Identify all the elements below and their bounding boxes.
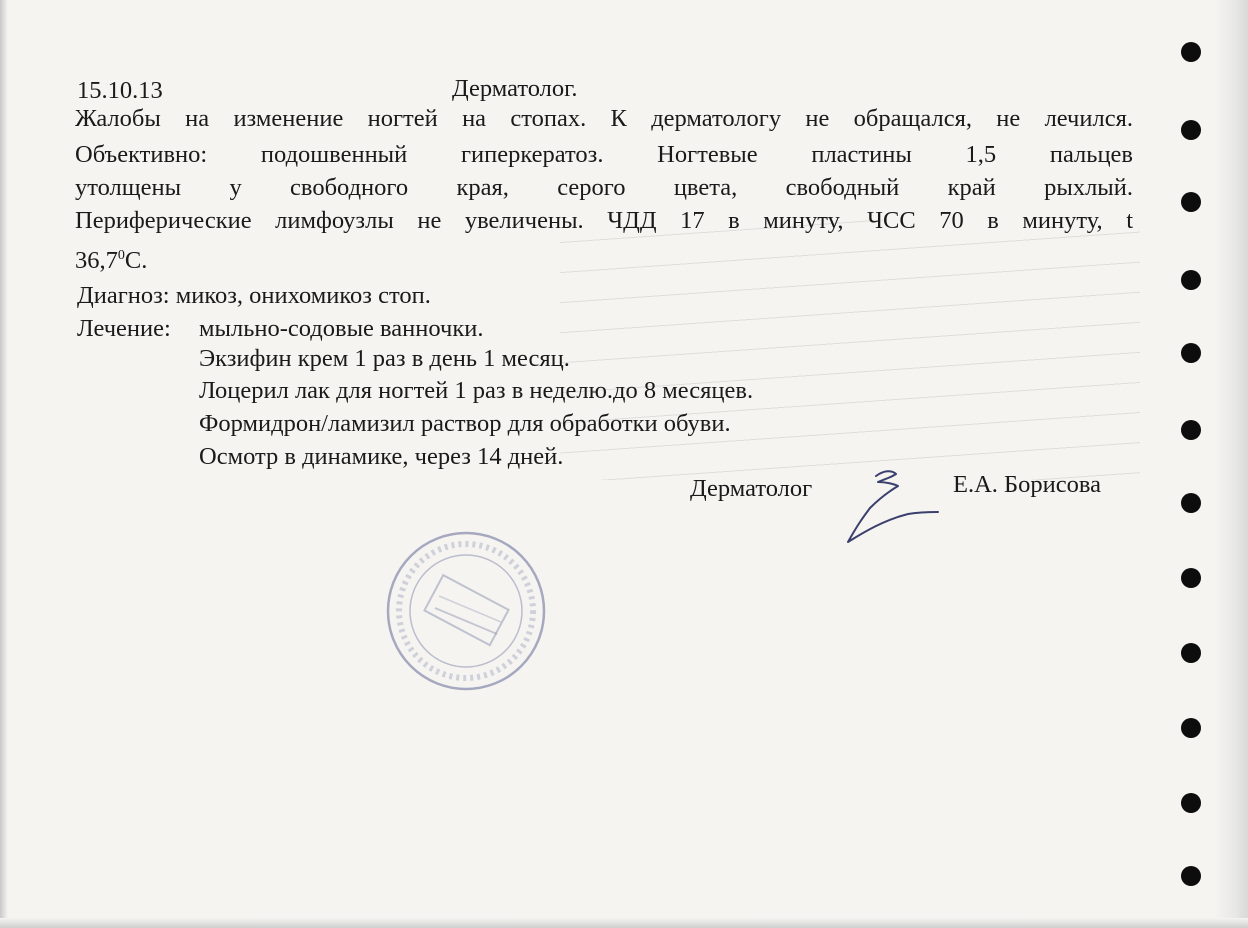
punch-hole bbox=[1181, 270, 1201, 290]
complaints-line: Жалобы на изменение ногтей на стопах. К дерматологу не обращался, не лечился. bbox=[75, 105, 1133, 132]
punch-hole bbox=[1181, 420, 1201, 440]
treatment-item: Экзифин крем 1 раз в день 1 месяц. bbox=[199, 345, 570, 372]
treatment-item: Формидрон/ламизил раствор для обработки обуви. bbox=[199, 410, 731, 437]
diagnosis-line: Диагноз: микоз, онихомикоз стоп. bbox=[77, 282, 431, 309]
punch-hole bbox=[1181, 793, 1201, 813]
punch-hole bbox=[1181, 718, 1201, 738]
punch-hole bbox=[1181, 493, 1201, 513]
signoff-name: Е.А. Борисова bbox=[953, 471, 1101, 498]
signature-mark bbox=[840, 462, 950, 552]
scan-edge-right bbox=[1214, 0, 1248, 928]
visit-date: 15.10.13 bbox=[77, 77, 163, 104]
punch-hole bbox=[1181, 866, 1201, 886]
document-title: Дерматолог. bbox=[452, 75, 578, 102]
punch-hole bbox=[1181, 42, 1201, 62]
objective-line-2: утолщены у свободного края, серого цвета, свободный край рыхлый. bbox=[75, 174, 1133, 201]
body-temperature: 36,7$^0$С. bbox=[75, 247, 148, 274]
treatment-item: мыльно-содовые ванночки. bbox=[199, 315, 484, 342]
punch-hole bbox=[1181, 120, 1201, 140]
punch-hole bbox=[1181, 343, 1201, 363]
objective-line-1: Объективно: подошвенный гиперкератоз. Ногтевые пластины 1,5 пальцев bbox=[75, 141, 1133, 168]
round-stamp bbox=[385, 530, 547, 692]
bleed-through-text bbox=[560, 220, 1140, 480]
signoff-role: Дерматолог bbox=[690, 475, 813, 502]
punch-hole bbox=[1181, 568, 1201, 588]
treatment-label: Лечение: bbox=[77, 315, 171, 342]
treatment-item: Осмотр в динамике, через 14 дней. bbox=[199, 443, 564, 470]
scan-edge-left bbox=[0, 0, 8, 928]
punch-hole bbox=[1181, 643, 1201, 663]
objective-line-3: Периферические лимфоузлы не увеличены. ЧДД 17 в минуту, ЧСС 70 в минуту, t bbox=[75, 207, 1133, 234]
treatment-item: Лоцерил лак для ногтей 1 раз в неделю.до 8 месяцев. bbox=[199, 377, 754, 404]
punch-hole bbox=[1181, 192, 1201, 212]
scan-edge-bottom bbox=[0, 918, 1248, 928]
